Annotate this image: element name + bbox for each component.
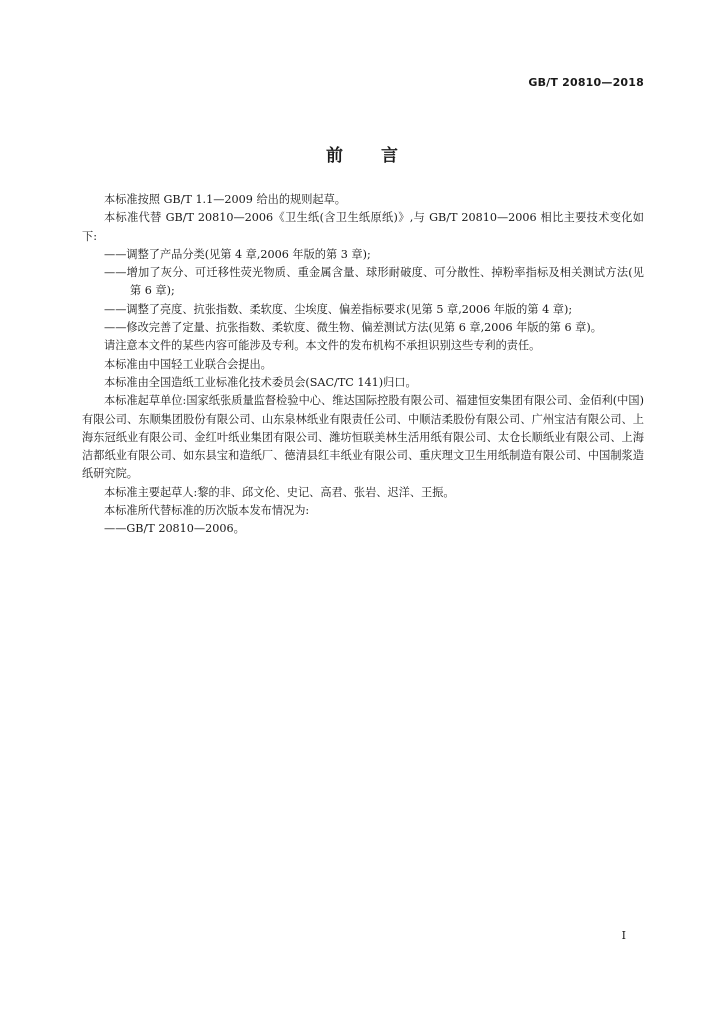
change-item: ——调整了亮度、抗张指数、柔软度、尘埃度、偏差指标要求(见第 5 章,2006 年版的第 4 章); (104, 302, 573, 316)
standard-code: GB/T 20810—2018 (528, 76, 644, 89)
paragraph-drafters: 本标准主要起草人:黎的非、邱文伦、史记、高君、张岩、迟洋、王振。 (104, 485, 455, 499)
paragraph-proposer: 本标准由中国轻工业联合会提出。 (104, 357, 272, 371)
page-title: 前言 (326, 146, 436, 166)
paragraph-patent-notice: 请注意本文件的某些内容可能涉及专利。本文件的发布机构不承担识别这些专利的责任。 (104, 339, 541, 353)
change-item: ——修改完善了定量、抗张指数、柔软度、微生物、偏差测试方法(见第 6 章,2006 年版的第 6 章)。 (104, 321, 602, 335)
paragraph-committee: 本标准由全国造纸工业标准化技术委员会(SAC/TC 141)归口。 (104, 375, 417, 389)
foreword-body (82, 191, 644, 539)
page-number: I (621, 929, 626, 942)
change-item: ——调整了产品分类(见第 4 章,2006 年版的第 3 章); (104, 247, 371, 261)
history-item: ——GB/T 20810—2006。 (104, 522, 245, 536)
change-item: ——增加了灰分、可迁移性荧光物质、重金属含量、球形耐破度、可分散性、掉粉率指标及相关测试方法(见第 6 章); (104, 266, 644, 298)
paragraph-replacement: 本标准代替 GB/T 20810—2006《卫生纸(含卫生纸原纸)》,与 GB/T 20810—2006 相比主要技术变化如下: (82, 211, 644, 243)
paragraph-history-intro: 本标准所代替标准的历次版本发布情况为: (104, 504, 310, 518)
paragraph-drafting-rules: 本标准按照 GB/T 1.1—2009 给出的规则起草。 (104, 193, 346, 206)
paragraph-drafting-units: 本标准起草单位:国家纸张质量监督检验中心、维达国际控股有限公司、福建恒安集团有限公司、金佰利(中国)有限公司、东顺集团股份有限公司、山东泉林纸业有限责任公司、中顺洁柔股份有限公司、广州宝洁有限公司、上海东冠纸业有限公司、金红叶纸业集团有限公司、潍坊恒联美林生活用纸有限公司、太仓长顺纸业有限公司、上海洁都纸业有限公司、如东县宝和造纸厂、德清县红丰纸业有限公司、重庆理文卫生用纸制造有限公司、中国制浆造纸研究院。 (82, 394, 644, 481)
